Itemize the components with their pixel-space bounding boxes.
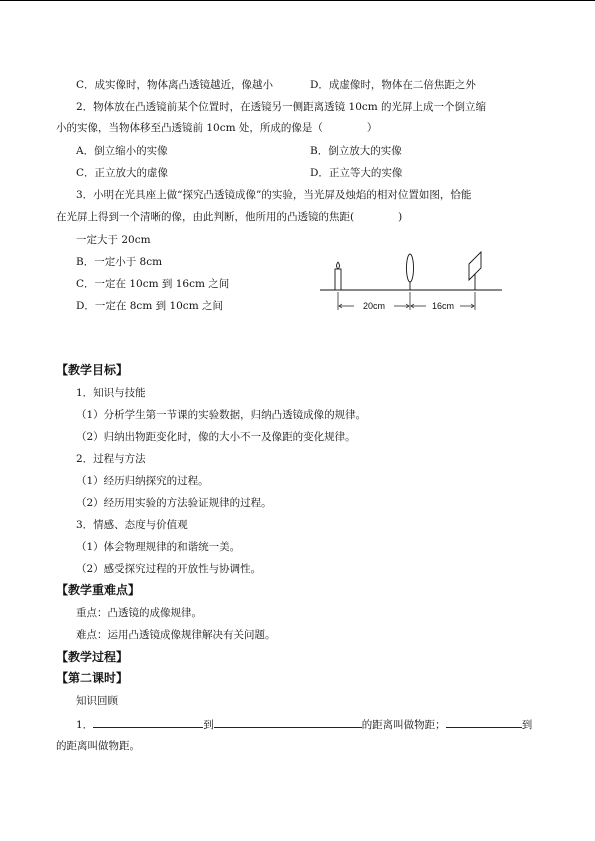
q2-option-c: C．正立放大的虚像 bbox=[76, 167, 169, 179]
goals-section-3-item-1: （1）体会物理规律的和谐统一美。 bbox=[76, 541, 241, 553]
q2-stem-line-1: 2．物体放在凸透镜前某个位置时，在透镜另一侧距离透镜 10cm 的光屏上成一个倒立缩 bbox=[76, 101, 487, 113]
candle-icon bbox=[335, 262, 341, 290]
optical-bench-figure bbox=[318, 248, 508, 318]
q3-option-a: 一定大于 20cm bbox=[76, 234, 151, 246]
fill-question-1-end: 的距离叫做物距。 bbox=[56, 740, 140, 752]
key-points-heading: 【教学重难点】 bbox=[56, 583, 141, 597]
q2-paren-close: ） bbox=[366, 122, 378, 134]
q3-stem-line-1: 3．小明在光具座上做“探究凸透镜成像”的实验，当光屏及烛焰的相对位置如图，恰能 bbox=[76, 189, 472, 201]
q3-paren-close: ) bbox=[398, 211, 403, 223]
q3-option-c: C．一定在 10cm 到 16cm 之间 bbox=[76, 278, 230, 290]
key-point-focus: 重点：凸透镜的成像规律。 bbox=[76, 607, 202, 619]
q3-stem-line-2 bbox=[56, 210, 402, 224]
second-lesson-heading: 【第二课时】 bbox=[56, 671, 129, 685]
key-point-difficulty: 难点：运用凸透镜成像规律解决有关问题。 bbox=[76, 629, 276, 641]
goals-section-3-item-2: （2）感受探究过程的开放性与协调性。 bbox=[76, 563, 262, 575]
blank-3 bbox=[446, 717, 522, 728]
convex-lens-icon bbox=[407, 254, 414, 282]
page-top-rule bbox=[0, 0, 595, 1]
right-distance-label: 16cm bbox=[431, 301, 455, 311]
knowledge-review-label: 知识回顾 bbox=[76, 695, 118, 707]
q2-option-b: B．倒立放大的实像 bbox=[310, 145, 402, 157]
goals-section-2-item-2: （2）经历用实验的方法验证规律的过程。 bbox=[76, 497, 272, 509]
q3-option-d: D．一定在 8cm 到 10cm 之间 bbox=[76, 300, 223, 312]
blank-1 bbox=[93, 717, 203, 728]
q1-option-d: D．成虚像时，物体在二倍焦距之外 bbox=[310, 79, 476, 91]
fill-text-mid: 的距离叫做物距； bbox=[361, 719, 446, 731]
teaching-process-heading: 【教学过程】 bbox=[56, 650, 129, 664]
goals-section-3: 3．情感、态度与价值观 bbox=[76, 519, 188, 531]
q2-option-d: D．正立等大的实像 bbox=[310, 167, 403, 179]
q2-stem-text: 小的实像，当物体移至凸透镜前 10cm 处，所成的像是（ bbox=[56, 122, 323, 134]
goals-section-1: 1．知识与技能 bbox=[76, 387, 146, 399]
q1-option-c: C．成实像时，物体离凸透镜越近，像越小 bbox=[76, 79, 274, 91]
goals-section-2-item-1: （1）经历归纳探究的过程。 bbox=[76, 475, 209, 487]
fill-item-number: 1． bbox=[76, 719, 94, 731]
light-screen-icon bbox=[469, 252, 481, 290]
fill-in-question-1 bbox=[76, 717, 532, 732]
fill-text-to-1: 到 bbox=[203, 719, 214, 731]
left-distance-label: 20cm bbox=[362, 301, 386, 311]
fill-text-to-2: 到 bbox=[521, 719, 533, 731]
q2-option-a: A．倒立缩小的实像 bbox=[76, 145, 168, 157]
goals-section-1-item-1: （1）分析学生第一节课的实验数据，归纳凸透镜成像的规律。 bbox=[76, 409, 367, 421]
blank-2 bbox=[214, 717, 362, 728]
goals-section-1-item-2: （2）归纳出物距变化时，像的大小不一及像距的变化规律。 bbox=[76, 431, 356, 443]
q3-stem-text: 在光屏上得到一个清晰的像，由此判断，他所用的凸透镜的焦距( bbox=[56, 211, 355, 223]
q3-option-b: B．一定小于 8cm bbox=[76, 256, 163, 268]
q2-stem-line-2 bbox=[56, 121, 377, 135]
teaching-goals-heading: 【教学目标】 bbox=[56, 363, 129, 377]
goals-section-2: 2．过程与方法 bbox=[76, 453, 146, 465]
